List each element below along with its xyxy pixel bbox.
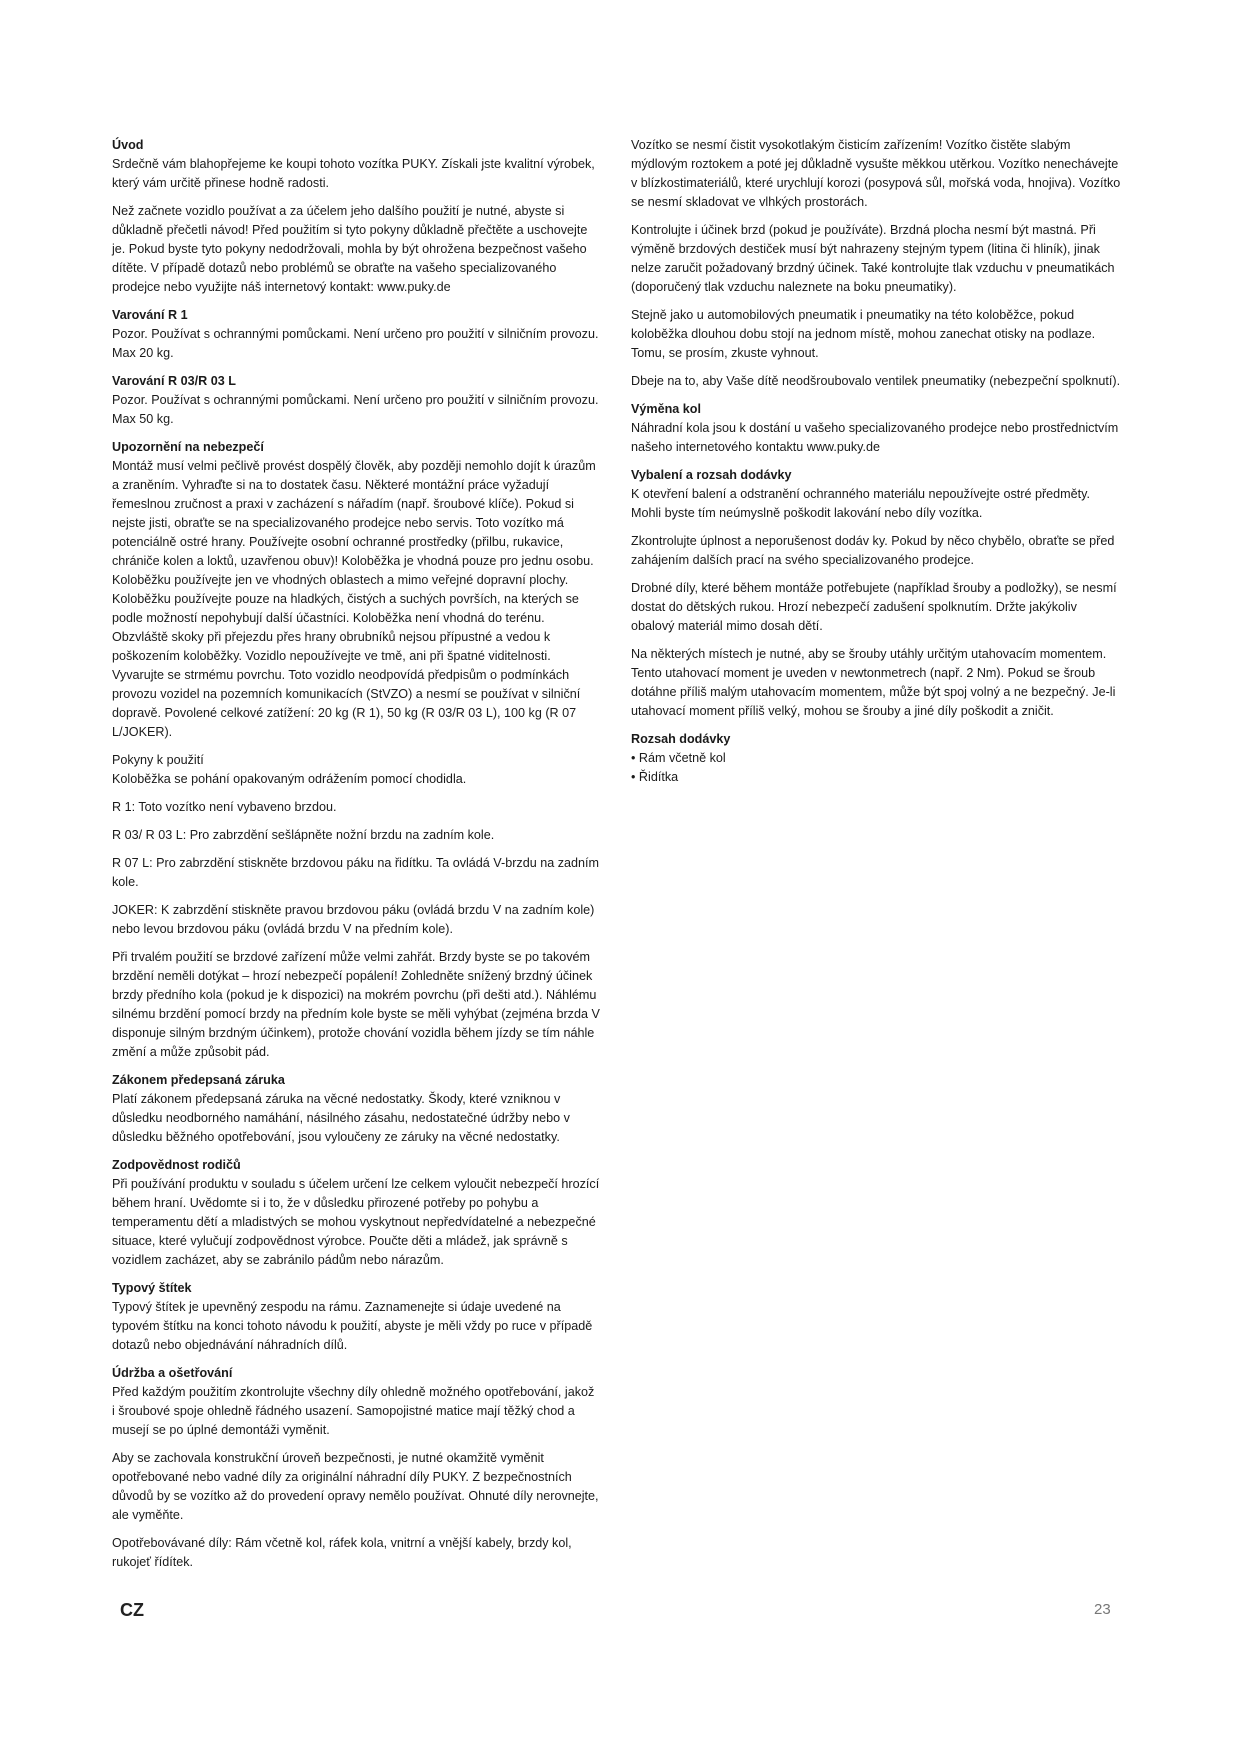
paragraph: Aby se zachovala konstrukční úroveň bezpečnosti, je nutné okamžitě vyměnit opotřebované nebo vadné díly za originální náhradní díly PUKY. Z bezpečnostních důvodů by se vozítko až do provedení opravy nemělo používat. Ohnuté díly nerovnejte, ale vyměňte. bbox=[112, 1451, 599, 1522]
paragraph: Při používání produktu v souladu s účelem určení lze celkem vyloučit nebezpečí hrozící během hraní. Uvědomte si i to, že v důsledku přirozené potřeby po pohybu a temperamentu dětí a mladistvých se mohou vyskytnout nepředvídatelné a nebezpečné situace, které vylučují zodpovědnost výrobce. Poučte děti a mládež, jak správně s vozidlem zacházet, aby se zabránilo pádům nebo nárazům. bbox=[112, 1177, 600, 1267]
bullet-item: • Řidítka bbox=[631, 768, 1123, 787]
section bbox=[112, 1071, 600, 1147]
section bbox=[112, 438, 600, 742]
paragraph: Dbeje na to, aby Vaše dítě neodšroubovalo ventilek pneumatiky (nebezpeční spolknutí). bbox=[631, 374, 1121, 388]
section-title: Zákonem předepsaná záruka bbox=[112, 1073, 285, 1087]
paragraph: Při trvalém použití se brzdové zařízení může velmi zahřát. Brzdy byste se po takovém brzdění neměli dotýkat – hrozí nebezpečí popálení! Zohledněte snížený brzdný účinek brzdy předního kola (pokud je k dispozici) na mokrém povrchu (při dešti atd.). Náhlému silnému brzdění pomocí brzdy na předním kole byste se měli vyhýbat (zejména brzda V disponuje silným brzdným účinkem), protože chování vozidla během jízdy se tím náhle změní a může způsobit pád. bbox=[112, 950, 600, 1059]
section-title: Úvod bbox=[112, 138, 144, 152]
section bbox=[631, 730, 1123, 787]
left-column bbox=[112, 136, 600, 1581]
section-title: Pokyny k použití bbox=[112, 753, 204, 767]
section bbox=[631, 136, 1123, 391]
paragraph: K otevření balení a odstranění ochranného materiálu nepoužívejte ostré předměty. Mohli byste tím neúmyslně poškodit lakování nebo díly vozítka. bbox=[631, 487, 1091, 520]
paragraph: Před každým použitím zkontrolujte všechny díly ohledně možného opotřebování, jakož i šroubové spoje ohledně řádného usazení. Samopojistné matice mají těžký chod a musejí se po úplné demontáži vyměnit. bbox=[112, 1385, 595, 1437]
section-title: Typový štítek bbox=[112, 1281, 192, 1295]
right-column bbox=[631, 136, 1123, 796]
section-title: Zodpovědnost rodičů bbox=[112, 1158, 241, 1172]
paragraph: Pozor. Používat s ochrannými pomůckami. Není určeno pro použití v silničním provozu. Max 50 kg. bbox=[112, 393, 599, 426]
section bbox=[112, 1364, 600, 1572]
section bbox=[112, 306, 600, 363]
section-title: Rozsah dodávky bbox=[631, 732, 731, 746]
paragraph: JOKER: K zabrzdění stiskněte pravou brzdovou páku (ovládá brzdu V na zadním kole) nebo levou brzdovou páku (ovládá brzdu V na předním kole). bbox=[112, 903, 595, 936]
paragraph: Montáž musí velmi pečlivě provést dospělý člověk, aby později nemohlo dojít k úrazům a zraněním. Vyhraďte si na to dostatek času. Některé montážní práce vyžadují řemeslnou zručnost a praxi v zacházení s nářadím (např. šroubové klíče). Pokud si nejste jisti, obraťte se na specializovaného prodejce nebo servis. Toto vozítko má potenciálně ostré hrany. Používejte osobní ochranné prostředky (přilbu, rukavice, chrániče kolen a loktů, uzavřenou obuv)! Koloběžka je vhodná pouze pro jednu osobu. Koloběžku používejte jen ve vhodných oblastech a mimo veřejné dopravní plochy. Koloběžku používejte pouze na hladkých, čistých a suchých površích, na kterých se podle možností nepohybují další účastníci. Koloběžka není vhodná do terénu. Obzvláště skoky při přejezdu přes hrany obrubníků nejsou přípustné a vedou k poškozením koloběžky. Vozidlo nepoužívejte ve tmě, ani při špatné viditelnosti. Vyvarujte se strmému povrchu. Toto vozidlo neodpovídá předpisům o podmínkách provozu vozidel na pozemních komunikacích (StVZO) a nesmí se používat v silniční dopravě. Povolené celkové zatížení: 20 kg (R 1), 50 kg (R 03/R 03 L), 100 kg (R 07 L/JOKER). bbox=[112, 459, 596, 739]
paragraph: Než začnete vozidlo používat a za účelem jeho dalšího použití je nutné, abyste si důkladně přečetli návod! Před použitím si tyto pokyny důkladně přečtěte a uschovejte je. Pokud byste tyto pokyny nedodržovali, mohla by být ohrožena bezpečnost vašeho dítěte. V případě dotazů nebo problémů se obraťte na vašeho specializovaného prodejce nebo využijte náš internetový kontakt: www.puky.de bbox=[112, 204, 588, 294]
paragraph: Srdečně vám blahopřejeme ke koupi tohoto vozítka PUKY. Získali jste kvalitní výrobek, který vám určitě přinese hodně radosti. bbox=[112, 157, 595, 190]
paragraph: Drobné díly, které během montáže potřebujete (například šrouby a podložky), se nesmí dostat do dětských rukou. Hrozí nebezpečí zadušení spolknutím. Držte jakýkoliv obalový materiál mimo dosah dětí. bbox=[631, 581, 1117, 633]
bullet-item: • Rám včetně kol bbox=[631, 749, 1123, 768]
section-title: Údržba a ošetřování bbox=[112, 1366, 233, 1380]
bullet-list bbox=[631, 749, 1123, 787]
section-title: Vybalení a rozsah dodávky bbox=[631, 468, 792, 482]
section bbox=[112, 372, 600, 429]
page-number: 23 bbox=[1094, 1601, 1111, 1618]
section-title: Varování R 03/R 03 L bbox=[112, 374, 236, 388]
paragraph: Na některých místech je nutné, aby se šrouby utáhly určitým utahovacím momentem. Tento utahovací moment je uveden v newtonmetrech (např. 2 Nm). Pokud se šroub dotáhne příliš malým utahovacím momentem, může být spoj volný a ne bezpečný. Je-li utahovací moment příliš velký, mohou se šrouby a jiné díly poškodit a zničit. bbox=[631, 647, 1116, 718]
section-title: Výměna kol bbox=[631, 402, 701, 416]
paragraph: Koloběžka se pohání opakovaným odrážením pomocí chodidla. bbox=[112, 772, 467, 786]
section bbox=[631, 400, 1123, 457]
paragraph: R 03/ R 03 L: Pro zabrzdění sešlápněte nožní brzdu na zadním kole. bbox=[112, 828, 495, 842]
paragraph: R 07 L: Pro zabrzdění stiskněte brzdovou páku na řidítku. Ta ovládá V-brzdu na zadním kole. bbox=[112, 856, 600, 889]
paragraph: Typový štítek je upevněný zespodu na rámu. Zaznamenejte si údaje uvedené na typovém štítku na konci tohoto návodu k použití, abyste je měli vždy po ruce v případě dotazů nebo objednávání náhradních dílů. bbox=[112, 1300, 593, 1352]
section bbox=[112, 751, 600, 1062]
paragraph: Platí zákonem předepsaná záruka na věcné nedostatky. Škody, které vzniknou v důsledku neodborného namáhání, násilného zásahu, nedostatečné údržby nebo v důsledku běžného opotřebování, jsou vyloučeny ze záruky na věcné nedostatky. bbox=[112, 1092, 570, 1144]
section bbox=[112, 136, 600, 297]
section-title: Varování R 1 bbox=[112, 308, 188, 322]
language-code: CZ bbox=[120, 1600, 144, 1620]
paragraph: Náhradní kola jsou k dostání u vašeho specializovaného prodejce nebo prostřednictvím našeho internetového kontaktu www.puky.de bbox=[631, 421, 1119, 454]
paragraph: Stejně jako u automobilových pneumatik i pneumatiky na této koloběžce, pokud koloběžka dlouhou dobu stojí na jednom místě, mohou zanechat otisky na podlaze. Tomu, se prosím, zkuste vyhnout. bbox=[631, 308, 1096, 360]
section bbox=[112, 1279, 600, 1355]
section-title: Upozornění na nebezpečí bbox=[112, 440, 264, 454]
section bbox=[112, 1156, 600, 1270]
paragraph: Vozítko se nesmí čistit vysokotlakým čisticím zařízením! Vozítko čistěte slabým mýdlovým roztokem a poté jej důkladně vysušte měkkou utěrkou. Vozítko nenechávejte v blízkostimateriálů, které urychlují korozi (posypová sůl, mořská voda, hnojiva). Vozítko se nesmí skladovat ve vlhkých prostorách. bbox=[631, 138, 1121, 209]
paragraph: Pozor. Používat s ochrannými pomůckami. Není určeno pro použití v silničním provozu. Max 20 kg. bbox=[112, 327, 599, 360]
paragraph: Opotřebovávané díly: Rám včetně kol, ráfek kola, vnitrní a vnější kabely, brzdy kol, rukojeť řídítek. bbox=[112, 1536, 572, 1569]
section bbox=[631, 466, 1123, 721]
paragraph: Zkontrolujte úplnost a neporušenost dodáv ky. Pokud by něco chybělo, obraťte se před zahájením dalších prací na svého specializovaného prodejce. bbox=[631, 534, 1115, 567]
paragraph: Kontrolujte i účinek brzd (pokud je používáte). Brzdná plocha nesmí být mastná. Při výměně brzdových destiček musí být nahrazeny stejným typem (litina či hliník), jinak nelze zaručit požadovaný brzdný účinek. Také kontrolujte tlak vzduchu v pneumatikách (doporučený tlak vzduchu naleznete na boku pneumatiky). bbox=[631, 223, 1115, 294]
paragraph: R 1: Toto vozítko není vybaveno brzdou. bbox=[112, 800, 337, 814]
